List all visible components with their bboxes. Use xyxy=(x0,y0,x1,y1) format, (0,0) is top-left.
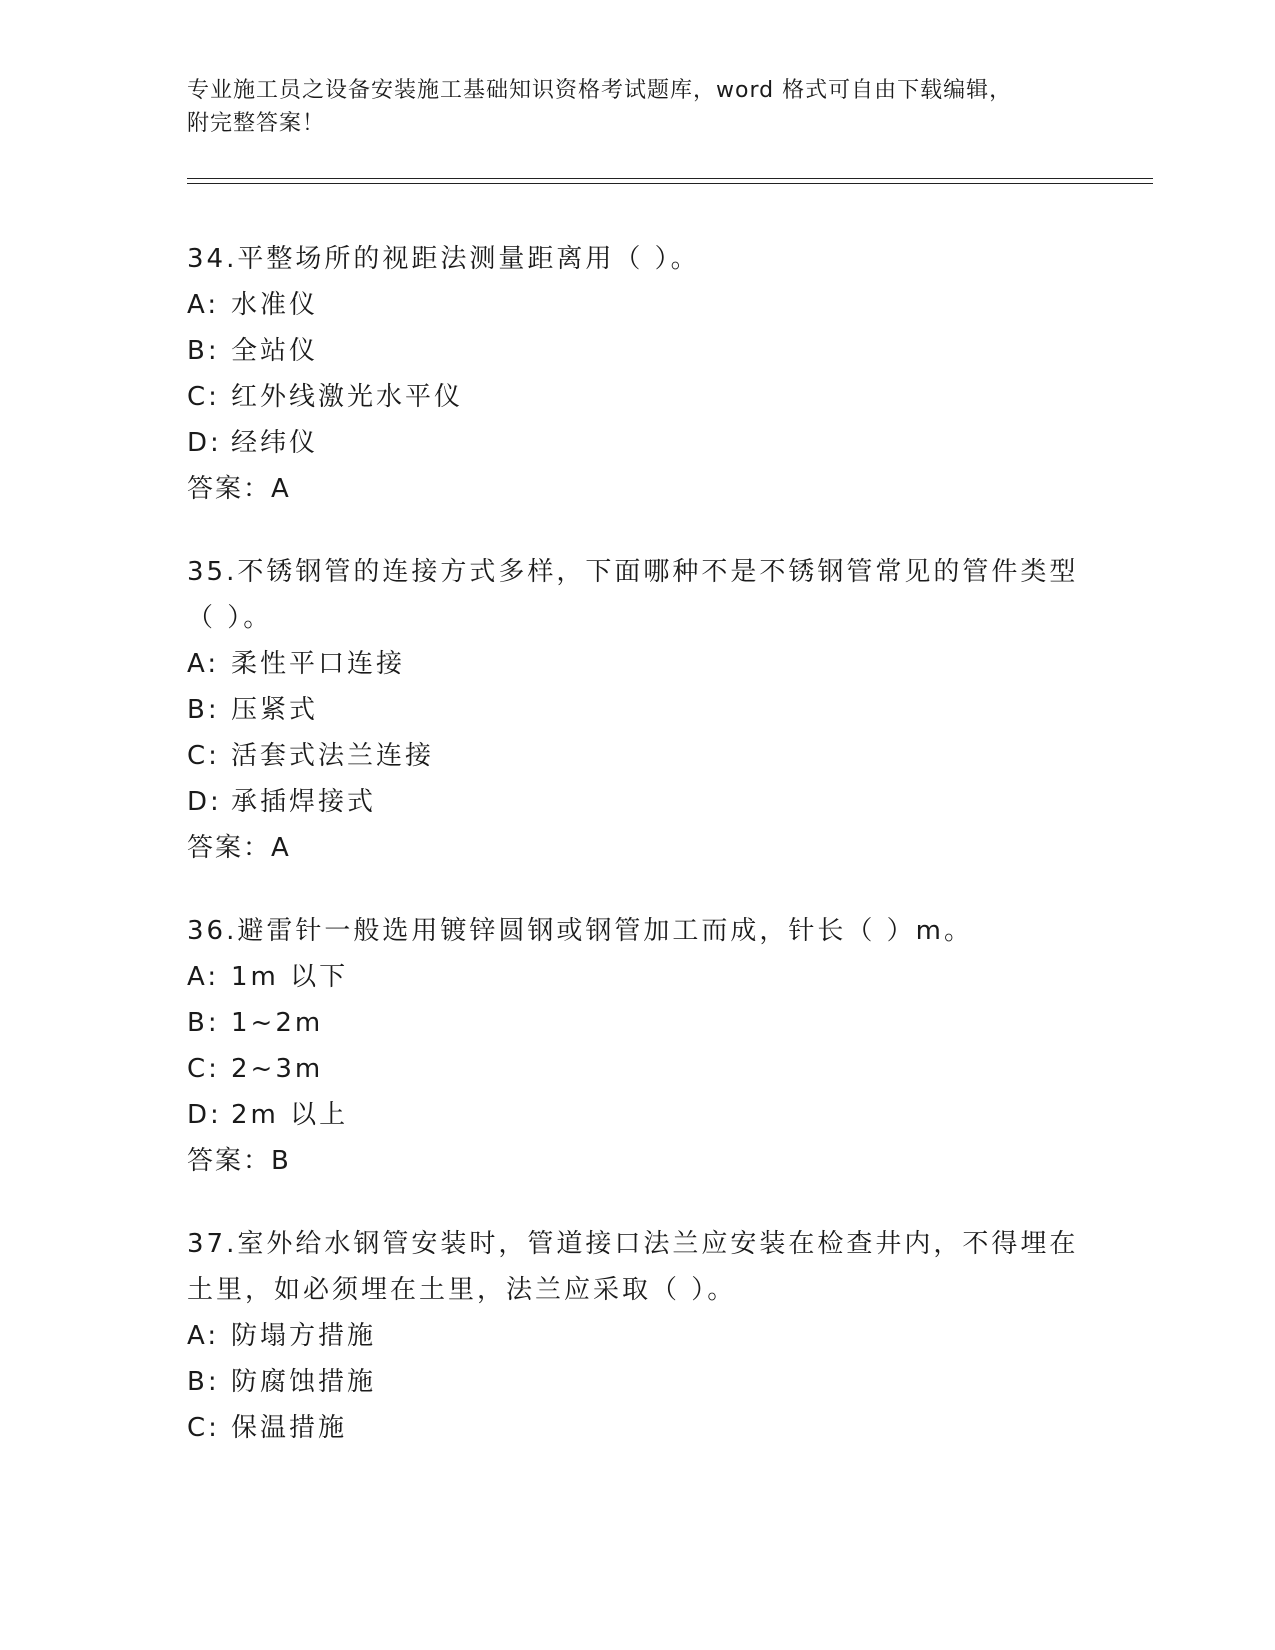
option-key: B: xyxy=(187,695,220,725)
option-b xyxy=(187,328,1087,374)
option-text: 2m 以上 xyxy=(231,1100,349,1130)
option-key: B: xyxy=(187,1367,220,1397)
question-stem: 35.不锈钢管的连接方式多样，下面哪种不是不锈钢管常见的管件类型 （ ）。 xyxy=(187,557,1079,633)
question-37 xyxy=(187,1221,1087,1451)
option-a xyxy=(187,954,1087,1000)
option-key: B: xyxy=(187,336,220,366)
option-key: D: xyxy=(187,787,222,817)
header-divider-bottom xyxy=(187,183,1153,184)
option-d xyxy=(187,1092,1087,1138)
option-a xyxy=(187,1313,1087,1359)
option-key: A: xyxy=(187,649,220,679)
option-text: 防塌方措施 xyxy=(231,1321,377,1351)
option-b xyxy=(187,1000,1087,1046)
header-divider-top xyxy=(187,178,1153,179)
option-key: B: xyxy=(187,1008,220,1038)
option-text: 保温措施 xyxy=(231,1413,348,1443)
answer-line: 答案：A xyxy=(187,833,291,863)
option-key: C: xyxy=(187,1054,220,1084)
option-b xyxy=(187,687,1087,733)
option-c xyxy=(187,1046,1087,1092)
option-a xyxy=(187,282,1087,328)
option-d xyxy=(187,420,1087,466)
question-stem: 36.避雷针一般选用镀锌圆钢或钢管加工而成，针长（ ）m。 xyxy=(187,916,973,946)
question-stem: 37.室外给水钢管安装时，管道接口法兰应安装在检查井内，不得埋在 土里，如必须埋在土里，法兰应采取（ ）。 xyxy=(187,1229,1079,1305)
option-key: C: xyxy=(187,382,220,412)
question-stem: 34.平整场所的视距法测量距离用（ ）。 xyxy=(187,244,700,274)
option-key: A: xyxy=(187,1321,220,1351)
option-c xyxy=(187,374,1087,420)
option-d xyxy=(187,779,1087,825)
option-text: 1m 以下 xyxy=(231,962,349,992)
option-text: 全站仪 xyxy=(231,336,319,366)
option-text: 压紧式 xyxy=(231,695,319,725)
answer-line: 答案：B xyxy=(187,1146,291,1176)
option-text: 红外线激光水平仪 xyxy=(231,382,464,412)
option-text: 水准仪 xyxy=(231,290,319,320)
option-a xyxy=(187,641,1087,687)
option-key: A: xyxy=(187,962,220,992)
question-34 xyxy=(187,236,1087,512)
option-text: 2~3m xyxy=(231,1054,324,1084)
option-text: 活套式法兰连接 xyxy=(231,741,435,771)
option-text: 1~2m xyxy=(231,1008,324,1038)
document-header: 专业施工员之设备安装施工基础知识资格考试题库，word 格式可自由下载编辑， 附完整答案！ xyxy=(187,78,1013,136)
answer-line: 答案：A xyxy=(187,474,291,504)
question-list xyxy=(187,236,1087,1488)
option-key: D: xyxy=(187,428,222,458)
option-text: 防腐蚀措施 xyxy=(231,1367,377,1397)
option-text: 经纬仪 xyxy=(231,428,319,458)
option-text: 承插焊接式 xyxy=(231,787,377,817)
question-35 xyxy=(187,549,1087,871)
option-c xyxy=(187,733,1087,779)
option-key: A: xyxy=(187,290,220,320)
option-c xyxy=(187,1405,1087,1451)
option-key: C: xyxy=(187,1413,220,1443)
question-36 xyxy=(187,908,1087,1184)
option-key: C: xyxy=(187,741,220,771)
option-key: D: xyxy=(187,1100,222,1130)
option-text: 柔性平口连接 xyxy=(231,649,406,679)
option-b xyxy=(187,1359,1087,1405)
